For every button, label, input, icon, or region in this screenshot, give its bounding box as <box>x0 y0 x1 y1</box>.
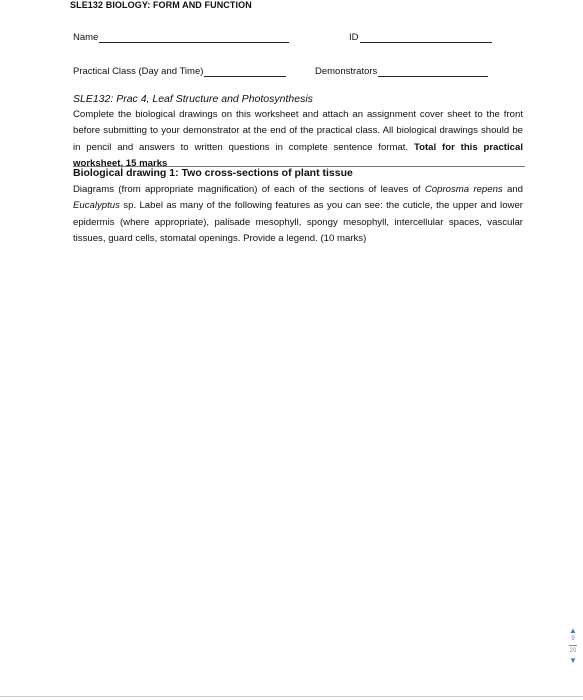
current-page-number: 9 <box>571 636 575 642</box>
total-page-count: 20 <box>569 648 577 654</box>
demonstrators-field-line <box>378 67 488 77</box>
intro-text: Complete the biological drawings on this worksheet and attach an assignment cover sheet to the front before submitting to your demonstrator at the end of the practical class. All biological drawings should be in pencil and answers to written questions in complete sentence format. <box>73 109 523 153</box>
drawing-instructions <box>73 182 523 247</box>
species-eucalyptus: Eucalyptus <box>73 200 120 212</box>
section-heading: Biological drawing 1: Two cross-sections of plant tissue <box>73 167 353 179</box>
practical-class-label: Practical Class (Day and Time) <box>73 66 204 77</box>
demonstrators-label: Demonstrators <box>315 66 378 77</box>
page-navigator <box>564 626 582 665</box>
id-label: ID <box>349 32 359 43</box>
total-marks: Total for this practical worksheet, 15 marks <box>73 141 523 169</box>
name-label: Name <box>73 32 99 43</box>
practical-class-row <box>73 66 286 77</box>
prev-page-icon[interactable]: ▲ <box>569 626 577 635</box>
instructions-text-1: Diagrams (from appropriate magnification) of each of the sections of leaves of <box>73 184 425 195</box>
instructions-text-3: sp. Label as many of the following features as you can see: the cuticle, the upper and lower epidermis (where appropriate), palisade mesophyll, spongy mesophyll, intercellular spaces, vascular tissues, guard cells, stomatal openings. Provide a legend. (10 marks) <box>73 200 523 244</box>
practical-class-field-line <box>204 67 286 77</box>
document-header: SLE132 BIOLOGY: FORM AND FUNCTION <box>70 0 252 10</box>
page-bottom-edge <box>0 696 583 697</box>
species-coprosma: Coprosma repens <box>424 184 503 195</box>
id-field-line <box>360 33 492 43</box>
next-page-icon[interactable]: ▼ <box>569 656 577 665</box>
document-title: SLE132: Prac 4, Leaf Structure and Photosynthesis <box>73 93 313 105</box>
page-number-divider <box>569 645 577 646</box>
id-row <box>349 32 492 43</box>
intro-paragraph <box>73 107 523 172</box>
name-field-line <box>99 33 289 43</box>
instructions-text-2: and <box>502 184 523 195</box>
name-row <box>73 32 289 43</box>
demonstrators-row <box>315 66 488 77</box>
